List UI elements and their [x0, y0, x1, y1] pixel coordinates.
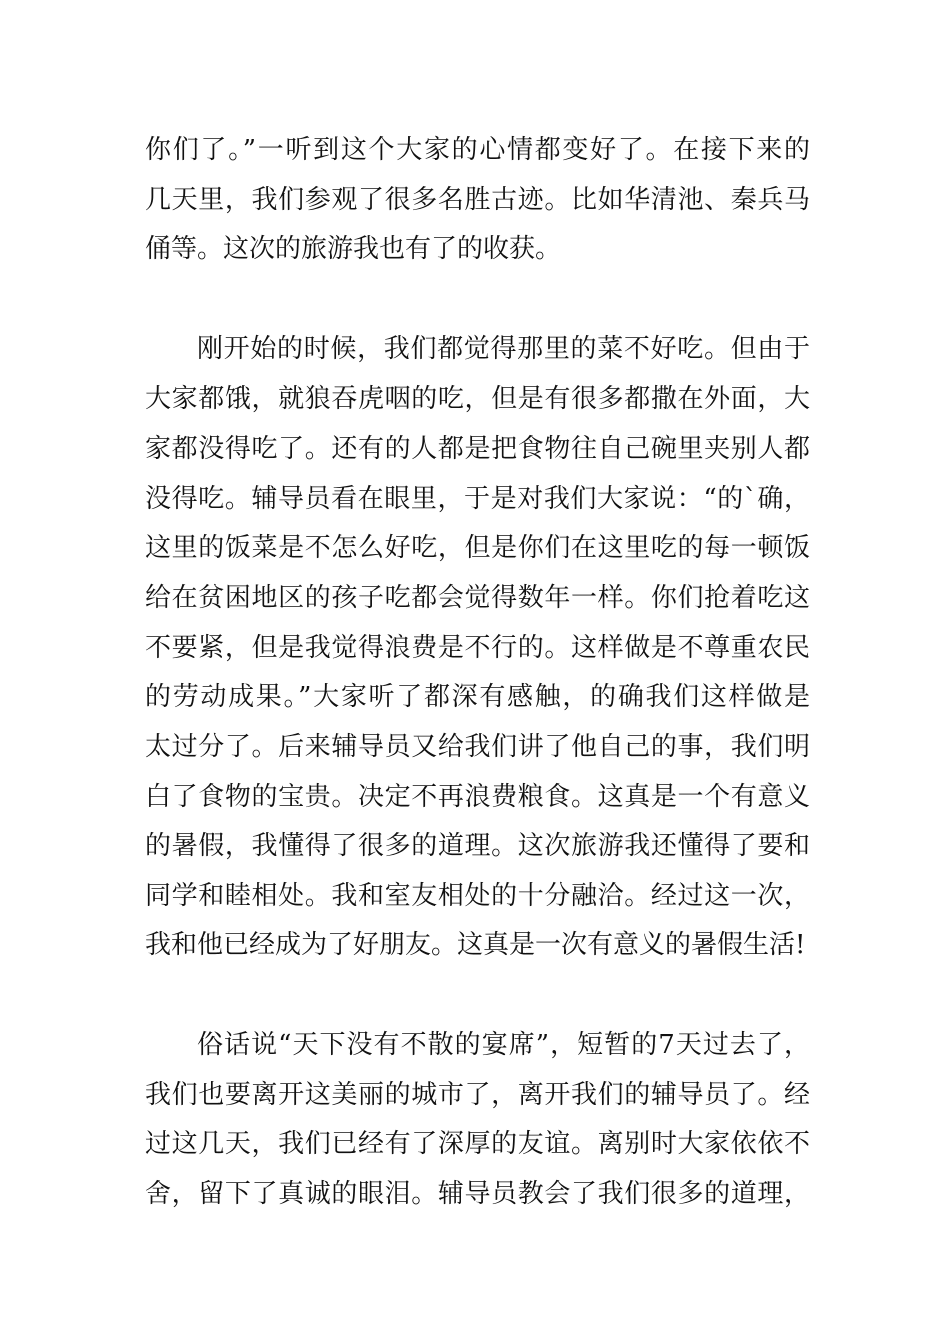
paragraph-2-line-13: 我和他已经成为了好朋友。这真是一次有意义的暑假生活!: [145, 930, 806, 960]
paragraph-2-line-12: 同学和睦相处。我和室友相处的十分融洽。经过这一次，: [145, 881, 810, 911]
paragraph-2-line-1: 刚开始的时候，我们都觉得那里的菜不好吃。但由于: [197, 334, 810, 364]
paragraph-1-line-3: 俑等。这次的旅游我也有了的收获。: [145, 234, 562, 264]
paragraph-2-line-4: 没得吃。辅导员看在眼里，于是对我们大家说：“的`确，: [145, 484, 810, 514]
paragraph-2-line-11: 的暑假，我懂得了很多的道理。这次旅游我还懂得了要和: [145, 831, 810, 861]
paragraph-2-line-8: 的劳动成果。”大家听了都深有感触，的确我们这样做是: [145, 682, 810, 712]
paragraph-2-line-10: 白了食物的宝贵。决定不再浪费粮食。这真是一个有意义: [145, 782, 810, 812]
paragraph-1-line-2: 几天里，我们参观了很多名胜古迹。比如华清池、秦兵马: [145, 185, 810, 215]
paragraph-2-line-5: 这里的饭菜是不怎么好吃，但是你们在这里吃的每一顿饭: [145, 533, 810, 563]
paragraph-2-line-3: 家都没得吃了。还有的人都是把食物往自己碗里夹别人都: [145, 434, 810, 464]
paragraph-2-line-6: 给在贫困地区的孩子吃都会觉得数年一样。你们抢着吃这: [145, 583, 810, 613]
paragraph-3-line-3: 过这几天，我们已经有了深厚的友谊。离别时大家依依不: [145, 1129, 810, 1159]
paragraph-3-line-4: 舍，留下了真诚的眼泪。辅导员教会了我们很多的道理，: [145, 1179, 810, 1209]
paragraph-2-line-7: 不要紧，但是我觉得浪费是不行的。这样做是不尊重农民: [145, 633, 810, 663]
paragraph-1-line-1: 你们了。”一听到这个大家的心情都变好了。在接下来的: [145, 135, 810, 165]
paragraph-3-line-1: 俗话说“天下没有不散的宴席”，短暂的7天过去了，: [197, 1030, 810, 1060]
paragraph-2-line-9: 太过分了。后来辅导员又给我们讲了他自己的事，我们明: [145, 732, 810, 762]
paragraph-3-line-2: 我们也要离开这美丽的城市了，离开我们的辅导员了。经: [145, 1080, 810, 1110]
paragraph-2-line-2: 大家都饿，就狼吞虎咽的吃，但是有很多都撒在外面，大: [145, 384, 810, 414]
